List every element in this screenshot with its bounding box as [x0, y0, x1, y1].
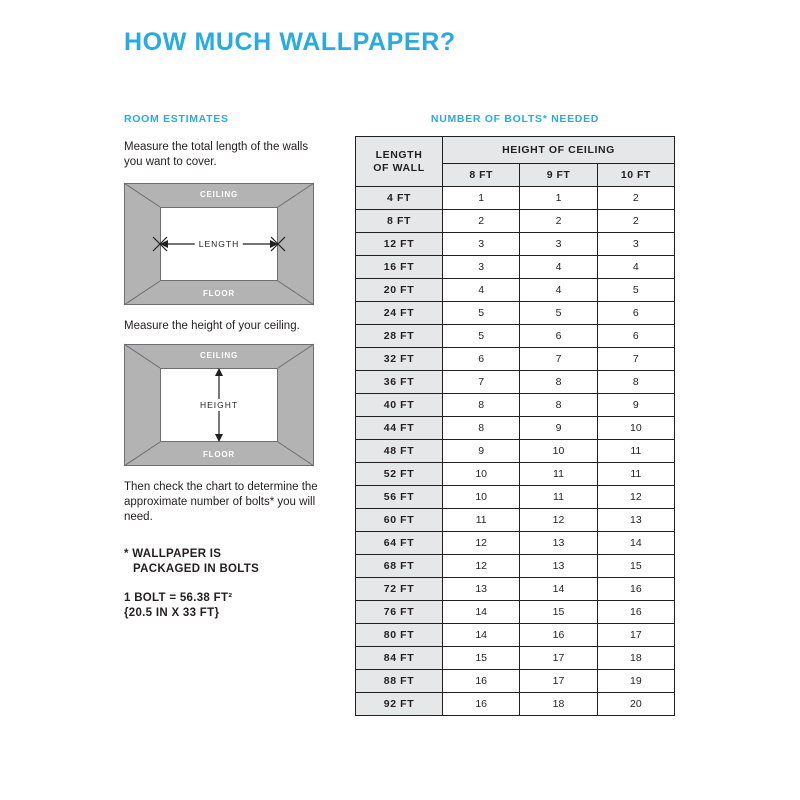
table-head	[356, 137, 675, 187]
table-row	[356, 578, 675, 601]
page-title: HOW MUCH WALLPAPER?	[124, 28, 456, 56]
row-header-wall-length: 84 FT	[356, 647, 443, 670]
row-header-wall-length: 32 FT	[356, 348, 443, 371]
table-row	[356, 693, 675, 716]
room-diagram-length	[124, 183, 314, 305]
table-row	[356, 440, 675, 463]
table-row	[356, 532, 675, 555]
table-row	[356, 302, 675, 325]
table-row	[356, 624, 675, 647]
row-header-wall-length: 16 FT	[356, 256, 443, 279]
room-estimates-column	[124, 113, 324, 621]
bolt-count-cell: 7	[443, 371, 520, 394]
bolt-count-cell: 3	[520, 233, 597, 256]
row-header-wall-length: 72 FT	[356, 578, 443, 601]
header-length-of-wall-line1: LENGTH	[375, 148, 423, 161]
bolt-count-cell: 8	[520, 371, 597, 394]
bolt-count-cell: 14	[443, 601, 520, 624]
bolt-count-cell: 10	[597, 417, 674, 440]
row-header-wall-length: 52 FT	[356, 463, 443, 486]
bolt-count-cell: 14	[443, 624, 520, 647]
bolt-count-cell: 7	[597, 348, 674, 371]
bolt-count-cell: 12	[597, 486, 674, 509]
bolt-count-cell: 10	[443, 463, 520, 486]
bolt-count-cell: 10	[520, 440, 597, 463]
footnote-packaging-line1: * WALLPAPER IS	[124, 548, 222, 560]
bolt-count-cell: 5	[520, 302, 597, 325]
floor-label: FLOOR	[203, 450, 235, 459]
header-height-of-ceiling: HEIGHT OF CEILING	[443, 137, 675, 164]
bolt-count-cell: 11	[443, 509, 520, 532]
bolt-count-cell: 15	[597, 555, 674, 578]
table-row	[356, 463, 675, 486]
bolt-count-cell: 14	[597, 532, 674, 555]
instruction-measure-height: Measure the height of your ceiling.	[124, 320, 300, 332]
instruction-check-chart: Then check the chart to determine the approximate number of bolts* you will need.	[124, 481, 318, 523]
bolt-count-cell: 16	[443, 693, 520, 716]
row-header-wall-length: 88 FT	[356, 670, 443, 693]
row-header-wall-length: 20 FT	[356, 279, 443, 302]
footnote-packaging-line2: PACKAGED IN BOLTS	[133, 563, 260, 575]
instruction-measure-length: Measure the total length of the walls you want to cover.	[124, 141, 309, 168]
row-header-wall-length: 4 FT	[356, 187, 443, 210]
footnote-bolt-size-line2: {20.5 IN X 33 FT}	[124, 607, 220, 619]
bolt-count-cell: 15	[443, 647, 520, 670]
footnote-packaging	[124, 547, 324, 577]
row-header-wall-length: 24 FT	[356, 302, 443, 325]
table-row	[356, 647, 675, 670]
bolt-count-cell: 19	[597, 670, 674, 693]
row-header-wall-length: 12 FT	[356, 233, 443, 256]
bolt-count-cell: 17	[597, 624, 674, 647]
bolt-count-cell: 8	[520, 394, 597, 417]
bolt-count-cell: 11	[520, 486, 597, 509]
room-diagram-height	[124, 344, 314, 466]
bolt-count-cell: 1	[443, 187, 520, 210]
table-row	[356, 210, 675, 233]
bolt-count-cell: 2	[597, 210, 674, 233]
bolt-count-cell: 11	[597, 463, 674, 486]
row-header-wall-length: 36 FT	[356, 371, 443, 394]
bolt-count-cell: 3	[443, 256, 520, 279]
bolt-count-cell: 1	[520, 187, 597, 210]
header-ceiling-9ft: 9 FT	[520, 164, 597, 187]
bolt-count-cell: 9	[597, 394, 674, 417]
bolt-count-cell: 20	[597, 693, 674, 716]
bolt-count-cell: 8	[443, 417, 520, 440]
row-header-wall-length: 28 FT	[356, 325, 443, 348]
section-heading-room-estimates: ROOM ESTIMATES	[124, 113, 229, 125]
table-row	[356, 601, 675, 624]
bolt-count-cell: 2	[520, 210, 597, 233]
header-ceiling-8ft: 8 FT	[443, 164, 520, 187]
bolt-count-cell: 9	[443, 440, 520, 463]
bolt-count-cell: 5	[443, 302, 520, 325]
bolt-count-cell: 11	[520, 463, 597, 486]
table-row	[356, 233, 675, 256]
header-length-of-wall	[356, 137, 443, 187]
bolt-count-cell: 2	[443, 210, 520, 233]
table-row	[356, 486, 675, 509]
table-body	[356, 187, 675, 716]
bolt-count-cell: 9	[520, 417, 597, 440]
bolt-count-cell: 15	[520, 601, 597, 624]
bolt-count-cell: 5	[597, 279, 674, 302]
table-row	[356, 279, 675, 302]
bolt-count-cell: 7	[520, 348, 597, 371]
row-header-wall-length: 8 FT	[356, 210, 443, 233]
table-row	[356, 394, 675, 417]
table-row	[356, 417, 675, 440]
table-row	[356, 256, 675, 279]
bolts-table	[355, 136, 675, 716]
bolt-count-cell: 12	[443, 555, 520, 578]
row-header-wall-length: 40 FT	[356, 394, 443, 417]
table-row	[356, 371, 675, 394]
bolt-count-cell: 17	[520, 670, 597, 693]
table-row	[356, 348, 675, 371]
bolt-count-cell: 5	[443, 325, 520, 348]
bolt-count-cell: 14	[520, 578, 597, 601]
bolt-count-cell: 12	[520, 509, 597, 532]
bolt-count-cell: 6	[597, 302, 674, 325]
bolt-count-cell: 13	[443, 578, 520, 601]
table-row	[356, 187, 675, 210]
footnote-bolt-size	[124, 591, 324, 621]
bolt-count-cell: 13	[597, 509, 674, 532]
table-row	[356, 509, 675, 532]
ceiling-label: CEILING	[199, 351, 239, 360]
row-header-wall-length: 48 FT	[356, 440, 443, 463]
bolt-count-cell: 17	[520, 647, 597, 670]
row-header-wall-length: 60 FT	[356, 509, 443, 532]
bolt-count-cell: 3	[597, 233, 674, 256]
row-header-wall-length: 80 FT	[356, 624, 443, 647]
row-header-wall-length: 76 FT	[356, 601, 443, 624]
row-header-wall-length: 44 FT	[356, 417, 443, 440]
bolt-count-cell: 4	[443, 279, 520, 302]
bolt-count-cell: 11	[597, 440, 674, 463]
bolt-count-cell: 16	[597, 601, 674, 624]
table-row	[356, 325, 675, 348]
bolt-count-cell: 13	[520, 532, 597, 555]
bolt-count-cell: 13	[520, 555, 597, 578]
row-header-wall-length: 92 FT	[356, 693, 443, 716]
table-title: NUMBER OF BOLTS* NEEDED	[430, 113, 600, 125]
bolt-count-cell: 8	[443, 394, 520, 417]
row-header-wall-length: 56 FT	[356, 486, 443, 509]
bolt-count-cell: 8	[597, 371, 674, 394]
floor-label: FLOOR	[203, 289, 235, 298]
bolt-count-cell: 4	[520, 279, 597, 302]
height-measure-label: HEIGHT	[196, 399, 242, 411]
footnote-bolt-size-line1: 1 BOLT = 56.38 FT²	[124, 592, 233, 604]
table-header-row-1	[356, 137, 675, 164]
bolt-count-cell: 10	[443, 486, 520, 509]
bolt-count-cell: 18	[520, 693, 597, 716]
bolt-count-cell: 2	[597, 187, 674, 210]
bolt-count-cell: 4	[597, 256, 674, 279]
bolt-count-cell: 3	[443, 233, 520, 256]
header-length-of-wall-line2: OF WALL	[373, 161, 425, 174]
bolt-count-cell: 6	[597, 325, 674, 348]
bolt-count-cell: 4	[520, 256, 597, 279]
table-row	[356, 555, 675, 578]
row-header-wall-length: 68 FT	[356, 555, 443, 578]
ceiling-label: CEILING	[199, 190, 239, 199]
bolt-count-cell: 16	[597, 578, 674, 601]
bolt-count-cell: 6	[520, 325, 597, 348]
bolt-count-cell: 18	[597, 647, 674, 670]
row-header-wall-length: 64 FT	[356, 532, 443, 555]
bolt-count-cell: 16	[520, 624, 597, 647]
bolt-count-cell: 6	[443, 348, 520, 371]
table-row	[356, 670, 675, 693]
bolt-count-cell: 16	[443, 670, 520, 693]
bolt-count-cell: 12	[443, 532, 520, 555]
bolts-table-section	[355, 113, 675, 716]
length-measure-label: LENGTH	[195, 238, 243, 250]
header-ceiling-10ft: 10 FT	[597, 164, 674, 187]
